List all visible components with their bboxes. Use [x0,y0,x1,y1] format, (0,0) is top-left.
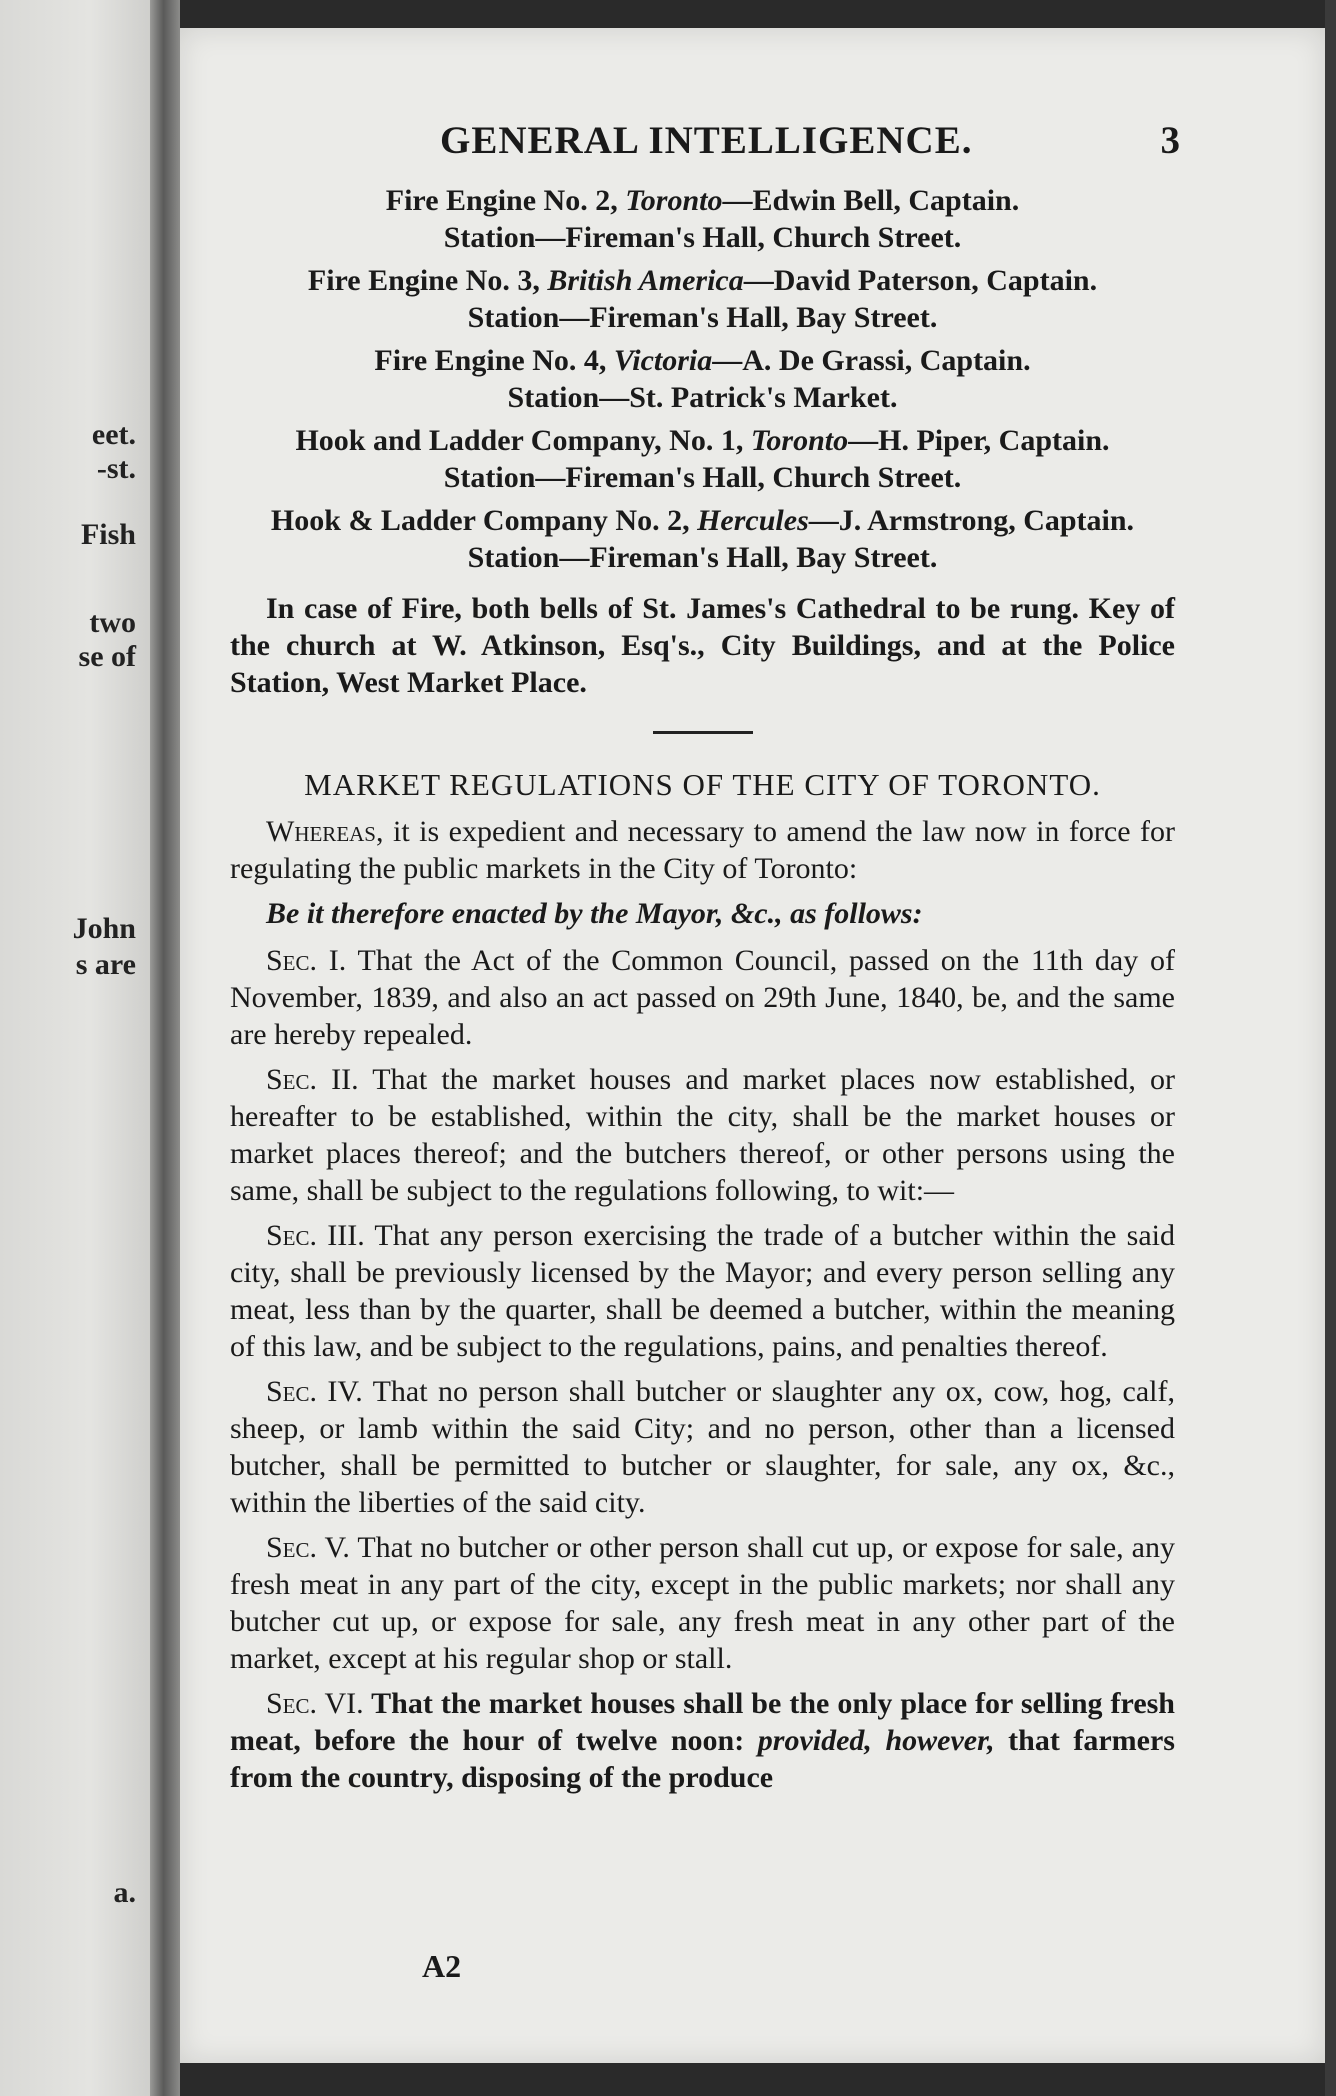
page-edge [1325,0,1336,2096]
section-paragraph: Sec. IV. That no person shall butcher or slaughter any ox, cow, hog, calf, sheep, or lamb within the said City; and no person, other than a licensed butcher, shall be permitted to butcher or slaughter, for sale, any ox, &c., within the liberties of the said city. [230,1375,1176,1519]
fire-engine-entry [230,182,1175,256]
fire-engine-entry [230,502,1175,576]
facing-page-fragment: two [89,606,136,639]
page-header [260,118,1180,168]
facing-page-fragment: s are [75,948,136,981]
page-content [230,182,1175,1804]
page-number: 3 [1160,119,1180,162]
section-paragraph: Sec. VI. That the market houses shall be the only place for selling fresh meat, before the hour of twelve noon: provided, however, that farmers from the country, disposing of the produce [230,1687,1175,1794]
enacting-clause: Be it therefore enacted by the Mayor, &c., as follows: [266,897,923,930]
fire-engine-line: Fire Engine No. 3, British America—David Paterson, Captain. [307,264,1098,297]
fire-engine-station: Station—Fireman's Hall, Church Street. [443,221,962,254]
fire-engine-station: Station—St. Patrick's Market. [507,381,898,414]
section-title: MARKET REGULATIONS OF THE CITY OF TORONTO. [304,767,1101,802]
running-head: GENERAL INTELLIGENCE. [440,119,973,162]
facing-page-fragment: John [72,912,136,945]
fire-engine-station: Station—Fireman's Hall, Bay Street. [467,541,938,574]
facing-page-fragment: eet. [91,418,136,451]
fire-notice: In case of Fire, both bells of St. James's Cathedral to be rung. Key of the church at W. Atkinson, Esq's., City Buildings, and at the Police Station, West Market Place. [230,592,1175,699]
preamble: Whereas, it is expedient and necessary to amend the law now in force for regulating the public markets in the City of Toronto: [230,815,1175,885]
fire-engine-entry [230,422,1175,496]
section-paragraph: Sec. II. That the market houses and market places now established, or hereafter to be established, within the city, shall be the market houses or market places thereof; and the butchers thereof, or other persons using the same, shall be subject to the regulations following, to wit:— [230,1063,1176,1207]
facing-page-fragment: se of [78,640,136,673]
section-paragraph: Sec. V. That no butcher or other person shall cut up, or expose for sale, any fresh meat in any part of the city, except in the public markets; nor shall any butcher cut up, or expose for sale, any fresh meat in any other part of the market, except at his regular shop or stall. [230,1531,1175,1675]
facing-page-fragment: Fish [80,518,136,551]
fire-engine-line: Fire Engine No. 4, Victoria—A. De Grassi, Captain. [374,344,1031,377]
facing-page [0,0,150,2096]
fire-engine-station: Station—Fireman's Hall, Bay Street. [467,301,938,334]
facing-page-fragment: -st. [96,452,136,485]
fire-engine-line: Fire Engine No. 2, Toronto—Edwin Bell, Captain. [385,184,1020,217]
fire-engine-line: Hook and Ladder Company, No. 1, Toronto—H. Piper, Captain. [295,424,1110,457]
fire-engine-entry [230,342,1175,416]
book-gutter [150,0,180,2096]
facing-page-fragment: a. [113,1876,136,1909]
section-paragraph: Sec. I. That the Act of the Common Council, passed on the 11th day of November, 1839, and also an act passed on 29th June, 1840, be, and the same are hereby repealed. [230,944,1175,1051]
fire-engine-station: Station—Fireman's Hall, Church Street. [443,461,962,494]
fire-engine-entry [230,262,1175,336]
section-divider [653,731,753,734]
section-paragraph: Sec. III. That any person exercising the trade of a butcher within the said city, shall be previously licensed by the Mayor; and every person selling any meat, less than by the quarter, shall be deemed a butcher, within the meaning of this law, and be subject to the regulations, pains, and penalties thereof. [230,1219,1175,1363]
fire-engine-line: Hook & Ladder Company No. 2, Hercules—J. Armstrong, Captain. [270,504,1135,537]
signature-mark: A2 [422,1948,462,1984]
